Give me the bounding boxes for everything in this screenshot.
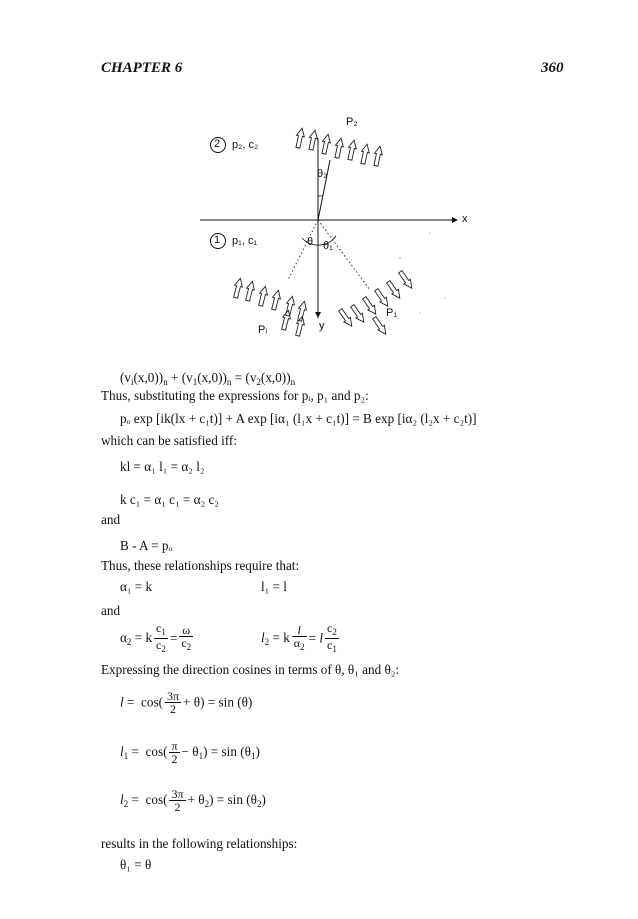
transmitted-wave-arrows — [294, 127, 384, 166]
text-satisfied: which can be satisfied iff: — [101, 433, 237, 448]
equation-kl: kl = α₁ l₁ = α₂ l₂ — [120, 459, 205, 474]
equation-l2-cos: $l_2 = \cos$( $\frac{3\pi}{2}$ + $\theta_2) = \sin (\theta_2)$ — [120, 787, 266, 814]
expression-equation: pₒ exp [ik(lx + c₁t)] + A exp [iα₁ (l₁x + c₁t)] = B exp [iα₂ (l₂x + c₂t)] — [120, 411, 477, 426]
y-axis-arrowhead — [315, 312, 321, 318]
equation-theta1: θ₁ = θ — [120, 857, 152, 872]
equation-alpha2: $\alpha_2 = k$ $\frac{c_1}{c_2}$ = $\frac{\omega}{c_2}$ — [120, 621, 192, 654]
label-Pi: Pᵢ — [258, 324, 268, 336]
label-theta2: θ₂ — [317, 168, 328, 180]
medium1-number: 1 — [214, 234, 221, 246]
equation-l2: $l_2 = k$ $\frac{l}{\alpha_2}$ = l $\frac{c_2}{c_1}$ — [261, 621, 337, 654]
label-x: x — [462, 213, 468, 225]
chapter-heading: CHAPTER 6 — [101, 60, 183, 76]
text-substituting: Thus, substituting the expressions for pᵢ, p₁ and p₂: — [101, 388, 369, 403]
equation-l-cos: l = cos( $\frac{3\pi}{2}$ + θ) = sin (θ) — [120, 689, 253, 716]
label-P2: P₂ — [346, 116, 358, 128]
medium2-label: p₂, c₂ — [232, 139, 259, 151]
page-number: 360 — [541, 60, 564, 76]
medium2-number: 2 — [214, 138, 221, 150]
equation-l1: l₁ = l — [261, 579, 287, 594]
equation-BA: B - A = pₒ — [120, 538, 173, 553]
equation-kc: k c₁ = α₁ c₁ = α₂ c₂ — [120, 492, 219, 507]
label-theta1: θ₁ — [323, 240, 333, 252]
incident-ray — [288, 220, 318, 280]
word-and-1: and — [101, 512, 121, 527]
medium1-label: p₁, c₁ — [232, 235, 258, 247]
x-axis-arrowhead — [452, 217, 458, 223]
text-cosines: Expressing the direction cosines in terms of θ, θ₁ and θ₂: — [101, 662, 400, 677]
reflected-wave-arrows — [337, 270, 415, 337]
text-relationships: Thus, these relationships require that: — [101, 558, 300, 573]
equation-alpha1: α₁ = k — [120, 579, 153, 594]
text-results: results in the following relationships: — [101, 836, 298, 851]
wave-diagram — [190, 108, 480, 348]
reflected-ray — [318, 220, 370, 290]
equation-l1-cos: $l_1 = \cos$( $\frac{\pi}{2}$ − $\theta_1) = \sin (\theta_1)$ — [120, 739, 260, 766]
boundary-equation: $(v_i(x,0))_n + (v_1(x,0))_n = (v_2(x,0))_n$ — [120, 370, 296, 387]
incident-wave-arrows — [232, 277, 309, 336]
word-and-2: and — [101, 603, 121, 618]
label-theta: θ — [307, 236, 314, 248]
label-P1: P₁ — [386, 307, 398, 319]
label-y: y — [319, 320, 325, 332]
